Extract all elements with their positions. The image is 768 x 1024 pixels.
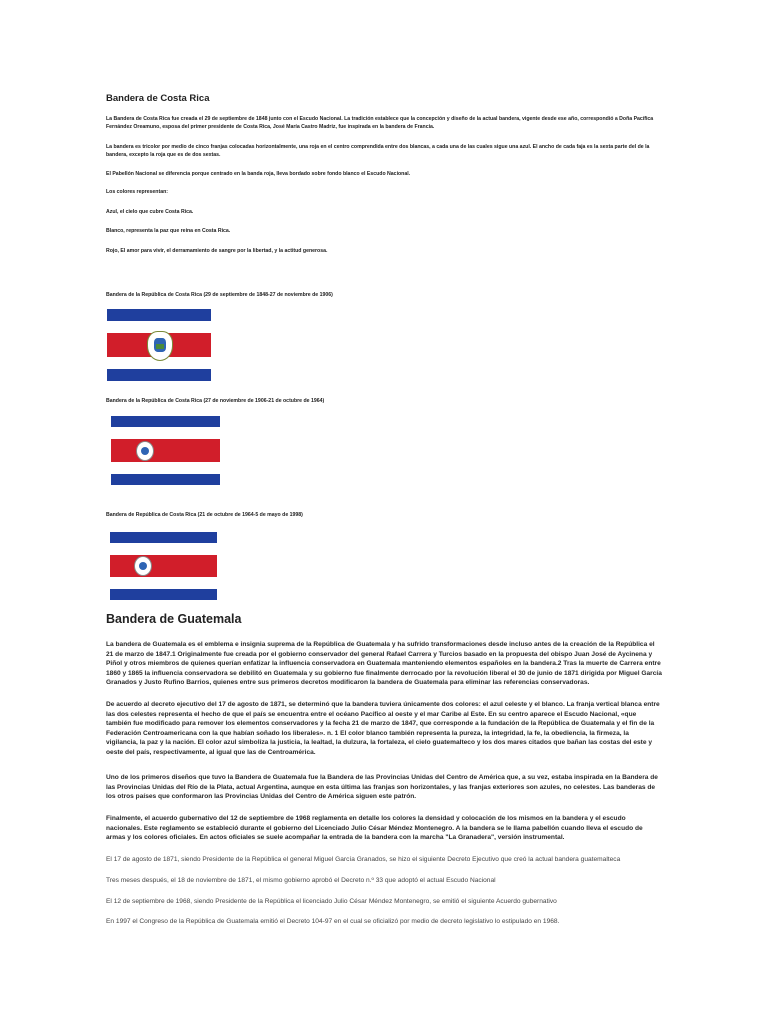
gt-paragraph-2: De acuerdo al decreto ejecutivo del 17 de agosto de 1871, se determinó que la bandera tuviera únicamente dos colores: el azul celeste y el blanco. La franja vertical blanca entre las dos celestes representa el hecho de que el país se encuentra entre el océano Pacífico al oeste y el mar Caribe al Este. En su centro aparece el Escudo Nacional, «que también fue modificado para remover los elementos conservadores y la fecha 21 de marzo de 1847, que corresponde a la fundación de la República de Guatemala y el fin de la Federación Centroamericana con la que habían soñado los liberales». n. 1 El color blanco también representa la pureza, la integridad, la fe, la obediencia, la firmeza, la vigilancia, la paz y la nación. El color azul simboliza la justicia, la lealtad, la dulzura, la fortaleza, el cielo guatemalteco y los dos mares citados que bañan las costas del este y oeste del país, respectivamente, al igual que las de Centroamérica. — [106, 701, 660, 756]
gt-note-2: Tres meses después, el 18 de noviembre de 1871, el mismo gobierno aprobó el Decreto n.º 33 que adoptó el actual Escudo Nacional — [106, 877, 496, 884]
gt-note-4: En 1997 el Congreso de la República de Guatemala emitió el Decreto 104-97 en el cual se oficializó por medio de decreto legislativo lo estipulado en 1968. — [106, 918, 560, 925]
flag-caption-1964: Bandera de República de Costa Rica (21 de octubre de 1964-5 de mayo de 1998) — [106, 512, 303, 518]
cr-paragraph-7: Rojo, El amor para vivir, el derramamiento de sangre por la libertad, y la actitud generosa. — [106, 248, 328, 254]
costa-rica-flag-1964 — [110, 532, 217, 600]
gt-paragraph-3: Uno de los primeros diseños que tuvo la Bandera de Guatemala fue la Bandera de las Provincias Unidas del Centro de América que, a su vez, estaba inspirada en la Bandera de las Provincias Unidas del Río de la Plata, actual Argentina, aunque en esta última las franjas son horizontales, y las franjas exteriores son azules, no celestes. Las banderas de los otros países que conformaron las Provincias Unidas del Centro de América siguen este patrón. — [106, 774, 658, 801]
gt-note-1: El 17 de agosto de 1871, siendo Presidente de la República el general Miguel García Granados, se hizo el siguiente Decreto Ejecutivo que creó la actual bandera guatemalteca — [106, 856, 621, 863]
coat-of-arms-icon — [134, 556, 152, 576]
costa-rica-flag-1906 — [111, 416, 220, 485]
cr-paragraph-2: La bandera es tricolor por medio de cinco franjas colocadas horizontalmente, una roja en el centro comprendida entre dos blancas, a cada una de las cuales sigue una azul. El ancho de cada faja es la sexta parte del de la bandera, excepto la roja que es de dos sextas. — [106, 144, 650, 158]
cr-paragraph-4: Los colores representan: — [106, 189, 168, 195]
cr-paragraph-3: El Pabellón Nacional se diferencia porque centrado en la banda roja, lleva bordado sobre fondo blanco el Escudo Nacional. — [106, 171, 411, 177]
cr-paragraph-5: Azul, el cielo que cubre Costa Rica. — [106, 209, 194, 215]
coat-of-arms-icon — [136, 441, 154, 461]
cr-paragraph-1: La Bandera de Costa Rica fue creada el 29 de septiembre de 1848 junto con el Escudo Nacional. La tradición establece que la concepción y diseño de la actual bandera, vigente desde ese año, correspondió a Doña Pacífica Fernández Oreamuno, esposa del primer presidente de Costa Rica, José María Castro Madriz, fue inspirada en la bandera de Francia. — [106, 116, 654, 130]
guatemala-title: Bandera de Guatemala — [106, 612, 242, 626]
gt-note-3: El 12 de septiembre de 1968, siendo Presidente de la República el licenciado Julio César Méndez Montenegro, se emitió el siguiente Acuerdo gubernativo — [106, 898, 557, 905]
flag-caption-1848: Bandera de la República de Costa Rica (29 de septiembre de 1848-27 de noviembre de 1906) — [106, 292, 333, 298]
gt-paragraph-4: Finalmente, el acuerdo gubernativo del 12 de septiembre de 1968 reglamenta en detalle los colores la densidad y colocación de los mismos en la bandera y el escudo nacionales. Este reglamento se estableció durante el gobierno del Licenciado Julio César Méndez Montenegro. A la bandera se le llama pabellón cuando lleva el escudo de armas y los colores oficiales. En actos oficiales se suele acompañar la entrada de la bandera con la marcha "La Granadera", versión instrumental. — [106, 815, 643, 842]
cr-paragraph-6: Blanco, representa la paz que reina en Costa Rica. — [106, 228, 231, 234]
gt-paragraph-1: La bandera de Guatemala es el emblema e insignia suprema de la República de Guatemala y ha sufrido transformaciones desde incluso antes de la creación de la República el 21 de marzo de 1847.1 Originalmente fue creada por el gobierno conservador del general Rafael Carrera y Turcios basado en la propuesta del obispo Juan José de Aycinena y Piñol y otros miembros de quienes querían enfatizar la influencia conservadora en Guatemala manteniendo elementos españoles en la bandera.2 Tras la muerte de Carrera entre 1860 y 1865 la influencia conservadora se debilitó en Guatemala y su gobierno fue finalmente derrocado por la revolución liberal el 30 de junio de 1871 dirigida por Miguel García Granados y Justo Rufino Barrios, quienes entre sus primeros decretos modificaron la bandera de Guatemala para eliminar las referencias conservadoras. — [106, 641, 662, 687]
coat-of-arms-icon — [147, 331, 173, 361]
costa-rica-title: Bandera de Costa Rica — [106, 93, 210, 104]
costa-rica-flag-1848 — [107, 309, 211, 381]
flag-caption-1906: Bandera de la República de Costa Rica (27 de noviembre de 1906-21 de octubre de 1964) — [106, 398, 325, 404]
